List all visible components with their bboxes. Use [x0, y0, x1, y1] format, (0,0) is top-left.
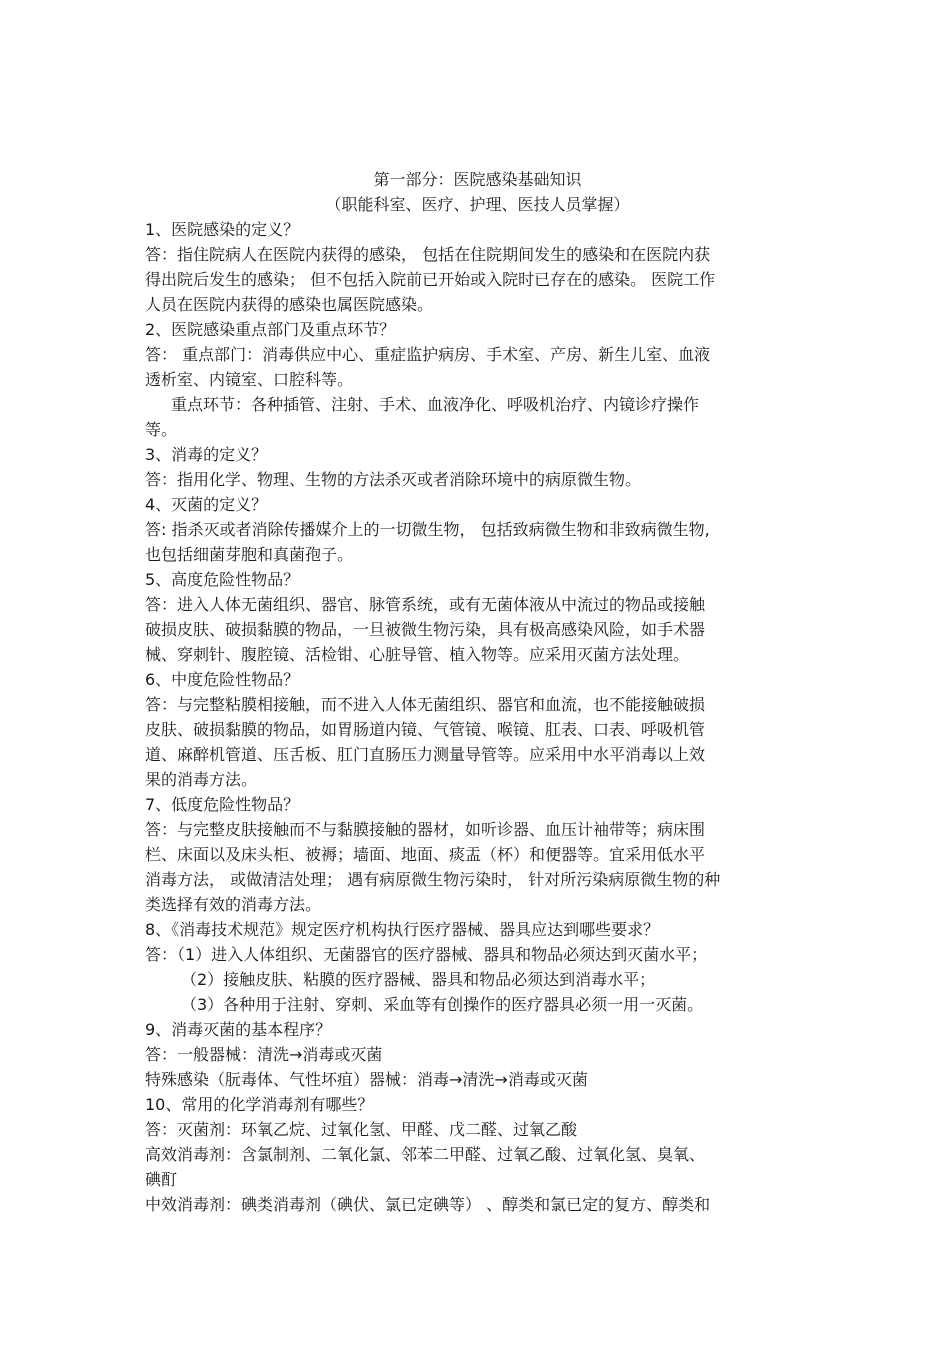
- answer-line: 答: 指杀灭或者消除传播媒介上的一切微生物， 包括致病微生物和非致病微生物,: [145, 520, 710, 539]
- answer-line: 答：一般器械：清洗→消毒或灭菌: [145, 1045, 383, 1064]
- answer-line: 透析室、内镜室、口腔科等。: [145, 370, 354, 389]
- question-6: 6、中度危险性物品？: [145, 670, 300, 689]
- answer-line: 答：指用化学、物理、生物的方法杀灭或者消除环境中的病原微生物。: [145, 470, 642, 489]
- question-7: 7、低度危险性物品？: [145, 795, 300, 814]
- answer-line: 答：灭菌剂：环氧乙烷、过氧化氢、甲醛、戊二醛、过氧乙酸: [145, 1120, 578, 1139]
- answer-line: 答：进入人体无菌组织、器官、脉管系统，或有无菌体液从中流过的物品或接触: [145, 595, 706, 614]
- question-8: 8、《消毒技术规范》规定医疗机构执行医疗器械、器具应达到哪些要求？: [145, 920, 660, 939]
- answer-line: 皮肤、破损黏膜的物品，如胃肠道内镜、气管镜、喉镜、肛表、口表、呼吸机管: [145, 720, 706, 739]
- answer-line: 也包括细菌芽胞和真菌孢子。: [145, 545, 354, 564]
- answer-line: 重点环节：各种插管、注射、手术、血液净化、呼吸机治疗、内镜诊疗操作: [171, 395, 700, 414]
- question-2: 2、医院感染重点部门及重点环节？: [145, 320, 396, 339]
- question-9: 9、消毒灭菌的基本程序？: [145, 1020, 332, 1039]
- answer-line: 答：（1）进入人体组织、无菌器官的医疗器械、器具和物品必须达到灭菌水平；: [145, 945, 708, 964]
- question-4: 4、灭菌的定义？: [145, 495, 268, 514]
- answer-line: （2）接触皮肤、粘膜的医疗器械、器具和物品必须达到消毒水平；: [181, 970, 656, 989]
- answer-line: 破损皮肤、破损黏膜的物品，一旦被微生物污染，具有极高感染风险，如手术器: [145, 620, 706, 639]
- question-3: 3、消毒的定义？: [145, 445, 268, 464]
- page-subtitle: （职能科室、医疗、护理、医技人员掌握）: [325, 195, 630, 214]
- answer-line: 等。: [145, 420, 178, 439]
- answer-line: 答： 重点部门：消毒供应中心、重症监护病房、手术室、产房、新生儿室、血液: [145, 345, 711, 364]
- answer-line: 得出院后发生的感染； 但不包括入院前已开始或入院时已存在的感染。 医院工作: [145, 270, 716, 289]
- answer-line: 碘酊: [145, 1170, 178, 1189]
- answer-line: 答：指住院病人在医院内获得的感染， 包括在住院期间发生的感染和在医院内获: [145, 245, 711, 264]
- answer-line: 答：与完整皮肤接触而不与黏膜接触的器材，如听诊器、血压计袖带等；病床围: [145, 820, 706, 839]
- answer-line: 答：与完整粘膜相接触，而不进入人体无菌组织、器官和血流，也不能接触破损: [145, 695, 706, 714]
- question-1: 1、医院感染的定义？: [145, 220, 300, 239]
- answer-line: 高效消毒剂：含氯制剂、二氧化氯、邻苯二甲醛、过氧乙酸、过氧化氢、臭氧、: [145, 1145, 706, 1164]
- question-5: 5、高度危险性物品？: [145, 570, 300, 589]
- answer-line: （3）各种用于注射、穿刺、采血等有创操作的医疗器具必须一用一灭菌。: [181, 995, 704, 1014]
- answer-line: 人员在医院内获得的感染也属医院感染。: [145, 295, 434, 314]
- answer-line: 果的消毒方法。: [145, 770, 258, 789]
- question-10: 10、常用的化学消毒剂有哪些？: [145, 1095, 374, 1114]
- page-title: 第一部分：医院感染基础知识: [373, 170, 582, 189]
- answer-line: 械、穿刺针、腹腔镜、活检钳、心脏导管、植入物等。应采用灭菌方法处理。: [145, 645, 690, 664]
- answer-line: 消毒方法， 或做清洁处理； 遇有病原微生物污染时， 针对所污染病原微生物的种: [145, 870, 721, 889]
- answer-line: 道、麻醉机管道、压舌板、肛门直肠压力测量导管等。应采用中水平消毒以上效: [145, 745, 706, 764]
- answer-line: 中效消毒剂：碘类消毒剂（碘伏、氯已定碘等） 、醇类和氯已定的复方、醇类和: [145, 1195, 711, 1214]
- answer-line: 栏、床面以及床头柜、被褥；墙面、地面、痰盂（杯）和便器等。宜采用低水平: [145, 845, 706, 864]
- answer-line: 特殊感染（朊毒体、气性坏疽）器械：消毒→清洗→消毒或灭菌: [145, 1070, 588, 1089]
- answer-line: 类选择有效的消毒方法。: [145, 895, 322, 914]
